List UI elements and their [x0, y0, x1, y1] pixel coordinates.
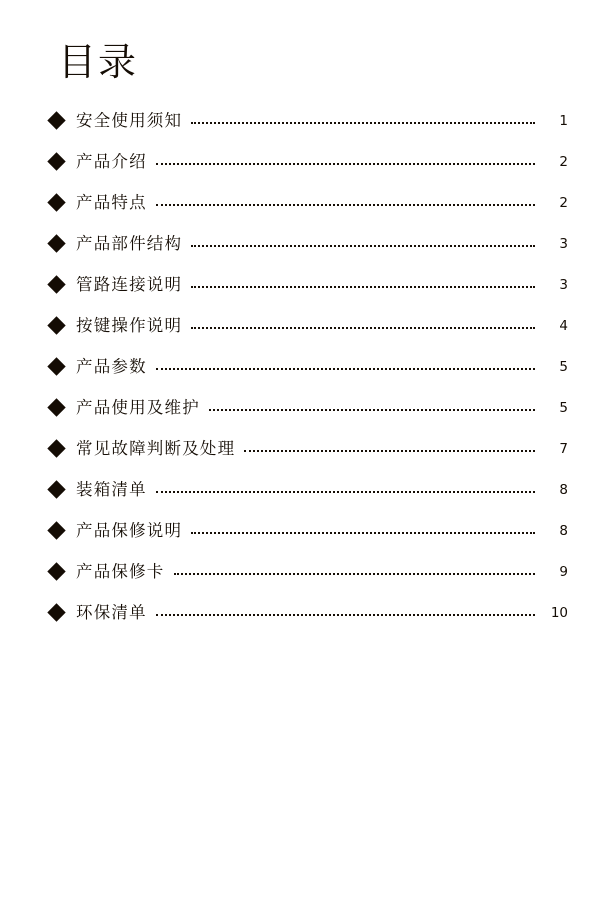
toc-entry-page: 3	[559, 235, 568, 252]
diamond-bullet-icon	[47, 316, 65, 334]
toc-entry-page: 9	[559, 563, 568, 580]
toc-entry[interactable]	[48, 592, 568, 633]
diamond-bullet-icon	[47, 439, 65, 457]
toc-entry-label: 产品使用及维护	[76, 397, 200, 417]
table-of-contents	[48, 100, 568, 633]
dot-leader	[191, 236, 535, 252]
dot-leader	[191, 113, 535, 129]
toc-entry-label: 管路连接说明	[76, 274, 183, 294]
toc-entry[interactable]	[48, 264, 568, 305]
dot-leader	[156, 195, 535, 211]
dot-leader	[156, 605, 535, 621]
toc-entry[interactable]	[48, 182, 568, 223]
toc-entry[interactable]	[48, 346, 568, 387]
dot-leader	[191, 318, 535, 334]
dot-leader	[209, 400, 535, 416]
dot-leader	[156, 359, 535, 375]
dot-leader	[191, 523, 535, 539]
diamond-bullet-icon	[47, 152, 65, 170]
toc-entry-label: 产品保修说明	[76, 520, 183, 540]
page-title: 目录	[58, 40, 139, 84]
diamond-bullet-icon	[47, 111, 65, 129]
diamond-bullet-icon	[47, 521, 65, 539]
toc-entry-label: 产品介绍	[76, 151, 147, 171]
diamond-bullet-icon	[47, 193, 65, 211]
toc-entry-label: 装箱清单	[76, 479, 147, 499]
toc-entry[interactable]	[48, 551, 568, 592]
dot-leader	[244, 441, 535, 457]
dot-leader	[191, 277, 535, 293]
toc-entry-page: 2	[559, 194, 568, 211]
toc-entry-page: 3	[559, 276, 568, 293]
toc-entry-label: 产品部件结构	[76, 233, 183, 253]
toc-entry[interactable]	[48, 428, 568, 469]
toc-entry-label: 安全使用须知	[76, 110, 183, 130]
toc-entry-label: 产品保修卡	[76, 561, 165, 581]
dot-leader	[156, 482, 535, 498]
dot-leader	[156, 154, 535, 170]
toc-entry-page: 5	[559, 399, 568, 416]
toc-entry-page: 2	[559, 153, 568, 170]
diamond-bullet-icon	[47, 234, 65, 252]
toc-entry[interactable]	[48, 223, 568, 264]
toc-entry[interactable]	[48, 100, 568, 141]
toc-entry-label: 常见故障判断及处理	[76, 438, 236, 458]
toc-entry-page: 1	[559, 112, 568, 129]
toc-entry-page: 4	[559, 317, 568, 334]
diamond-bullet-icon	[47, 357, 65, 375]
toc-entry-label: 产品特点	[76, 192, 147, 212]
toc-entry-page: 7	[559, 440, 568, 457]
toc-entry[interactable]	[48, 387, 568, 428]
toc-entry[interactable]	[48, 510, 568, 551]
toc-entry-label: 环保清单	[76, 602, 147, 622]
toc-entry[interactable]	[48, 469, 568, 510]
diamond-bullet-icon	[47, 398, 65, 416]
toc-entry-page: 8	[559, 481, 568, 498]
toc-entry[interactable]	[48, 305, 568, 346]
toc-entry-page: 8	[559, 522, 568, 539]
diamond-bullet-icon	[47, 603, 65, 621]
diamond-bullet-icon	[47, 275, 65, 293]
toc-entry-label: 按键操作说明	[76, 315, 183, 335]
diamond-bullet-icon	[47, 562, 65, 580]
diamond-bullet-icon	[47, 480, 65, 498]
toc-entry-label: 产品参数	[76, 356, 147, 376]
toc-entry[interactable]	[48, 141, 568, 182]
toc-entry-page: 5	[559, 358, 568, 375]
dot-leader	[174, 564, 536, 580]
toc-entry-page: 10	[550, 604, 568, 621]
